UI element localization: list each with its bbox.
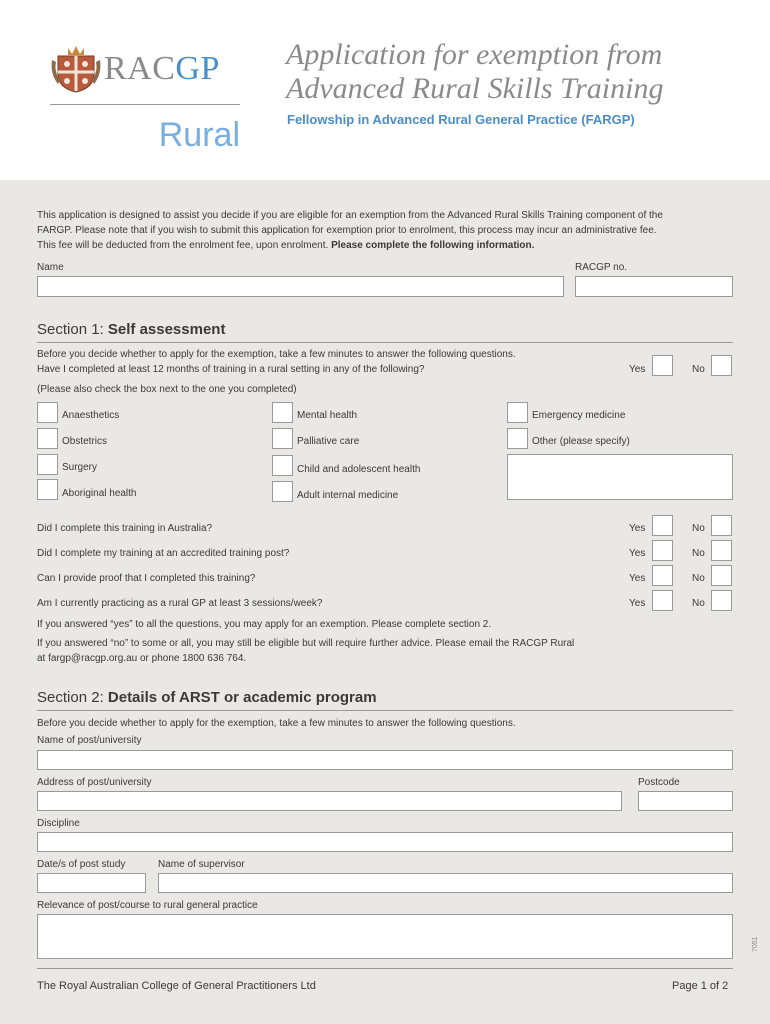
address-field[interactable] (37, 791, 622, 811)
checkbox-anaesthetics[interactable] (37, 402, 58, 423)
accredited-no-checkbox[interactable] (711, 540, 732, 561)
postcode-label: Postcode (638, 777, 680, 788)
check-note: (Please also check the box next to the one you completed) (37, 384, 297, 395)
rural-label: Rural (158, 116, 240, 154)
question-proof: Can I provide proof that I completed this training? (37, 573, 256, 584)
checkbox-mental-health[interactable] (272, 402, 293, 423)
post-university-field[interactable] (37, 750, 733, 770)
no-label: No (692, 598, 705, 609)
document-code: 7051 (752, 936, 759, 952)
supervisor-field[interactable] (158, 873, 733, 893)
option-label: Child and adolescent health (297, 464, 421, 475)
section-2-intro: Before you decide whether to apply for the exemption, take a few minutes to answer the following questions. (37, 718, 516, 729)
no-label: No (692, 523, 705, 534)
yes-label: Yes (629, 364, 646, 375)
section-2-heading: Section 2: Details of ARST or academic program (37, 689, 377, 706)
footer-org: The Royal Australian College of General Practitioners Ltd (37, 980, 316, 992)
australia-yes-checkbox[interactable] (652, 515, 673, 536)
option-label: Palliative care (297, 436, 360, 447)
proof-yes-checkbox[interactable] (652, 565, 673, 586)
checkbox-aboriginal-health[interactable] (37, 479, 58, 500)
proof-no-checkbox[interactable] (711, 565, 732, 586)
yes-note: If you answered “yes” to all the questions, you may apply for an exemption. Please complete section 2. (37, 619, 492, 630)
racgp-crest-icon (48, 44, 104, 94)
yes-label: Yes (629, 598, 646, 609)
option-label: Adult internal medicine (297, 490, 399, 501)
no-note: If you answered “no” to some or all, you may still be eligible but will require further advice. Please email the RACGP Rural (37, 638, 575, 649)
no-label: No (692, 548, 705, 559)
page-number: Page 1 of 2 (672, 980, 729, 992)
dates-label: Date/s of post study (37, 859, 126, 870)
racgp-no-label: RACGP no. (575, 262, 628, 273)
logo-divider (50, 104, 240, 105)
address-label: Address of post/university (37, 777, 152, 788)
checkbox-obstetrics[interactable] (37, 428, 58, 449)
checkbox-child-adolescent-health[interactable] (272, 455, 293, 476)
yes-label: Yes (629, 573, 646, 584)
title-line-2: Advanced Rural Skills Training (286, 72, 664, 105)
no-label: No (692, 573, 705, 584)
supervisor-label: Name of supervisor (158, 859, 245, 870)
section-2-divider (37, 710, 733, 711)
page-header (0, 0, 770, 180)
rural-gp-no-checkbox[interactable] (711, 590, 732, 611)
rural-training-no-checkbox[interactable] (711, 355, 732, 376)
yes-label: Yes (629, 523, 646, 534)
option-label: Obstetrics (62, 436, 108, 447)
intro-line-3: This fee will be deducted from the enrolment fee, upon enrolment. Please complete the following information. (37, 240, 535, 251)
intro-text (37, 208, 737, 253)
checkbox-palliative-care[interactable] (272, 428, 293, 449)
discipline-label: Discipline (37, 818, 80, 829)
option-label: Anaesthetics (62, 410, 120, 421)
rural-training-question: Have I completed at least 12 months of training in a rural setting in any of the following? (37, 364, 425, 375)
relevance-field[interactable] (37, 914, 733, 959)
other-specify-field[interactable] (507, 454, 733, 500)
logo-wordmark: RACGP (104, 50, 220, 87)
accredited-yes-checkbox[interactable] (652, 540, 673, 561)
rural-gp-yes-checkbox[interactable] (652, 590, 673, 611)
name-label: Name (37, 262, 64, 273)
option-label: Other (please specify) (532, 436, 630, 447)
option-label: Mental health (297, 410, 358, 421)
section-1-heading: Section 1: Self assessment (37, 321, 226, 338)
intro-line-1: This application is designed to assist you decide if you are eligible for an exemption from the Advanced Rural Skills Training component of the (37, 210, 663, 221)
postcode-field[interactable] (638, 791, 733, 811)
name-field[interactable] (37, 276, 564, 297)
page-title (286, 38, 756, 106)
checkbox-emergency-medicine[interactable] (507, 402, 528, 423)
checkbox-adult-internal-medicine[interactable] (272, 481, 293, 502)
racgp-no-field[interactable] (575, 276, 733, 297)
dates-field[interactable] (37, 873, 146, 893)
option-label: Aboriginal health (62, 488, 137, 499)
title-line-1: Application for exemption from (286, 38, 663, 71)
no-label: No (692, 364, 705, 375)
discipline-field[interactable] (37, 832, 733, 852)
page-subtitle: Fellowship in Advanced Rural General Practice (FARGP) (287, 112, 635, 127)
option-label: Emergency medicine (532, 410, 626, 421)
question-accredited-post: Did I complete my training at an accredited training post? (37, 548, 290, 559)
relevance-label: Relevance of post/course to rural general practice (37, 900, 258, 911)
footer-divider (37, 968, 733, 969)
question-australia: Did I complete this training in Australia? (37, 523, 213, 534)
rural-training-yes-checkbox[interactable] (652, 355, 673, 376)
checkbox-other[interactable] (507, 428, 528, 449)
section-1-intro: Before you decide whether to apply for the exemption, take a few minutes to answer the following questions. (37, 349, 516, 360)
checkbox-surgery[interactable] (37, 454, 58, 475)
section-1-divider (37, 342, 733, 343)
post-label: Name of post/university (37, 735, 142, 746)
option-label: Surgery (62, 462, 98, 473)
yes-label: Yes (629, 548, 646, 559)
contact-note: at fargp@racgp.org.au or phone 1800 636 764. (37, 653, 247, 664)
intro-line-2: FARGP. Please note that if you wish to submit this application for exemption prior to enrolment, this process may incur an administrative fee. (37, 225, 657, 236)
australia-no-checkbox[interactable] (711, 515, 732, 536)
question-rural-gp: Am I currently practicing as a rural GP at least 3 sessions/week? (37, 598, 323, 609)
